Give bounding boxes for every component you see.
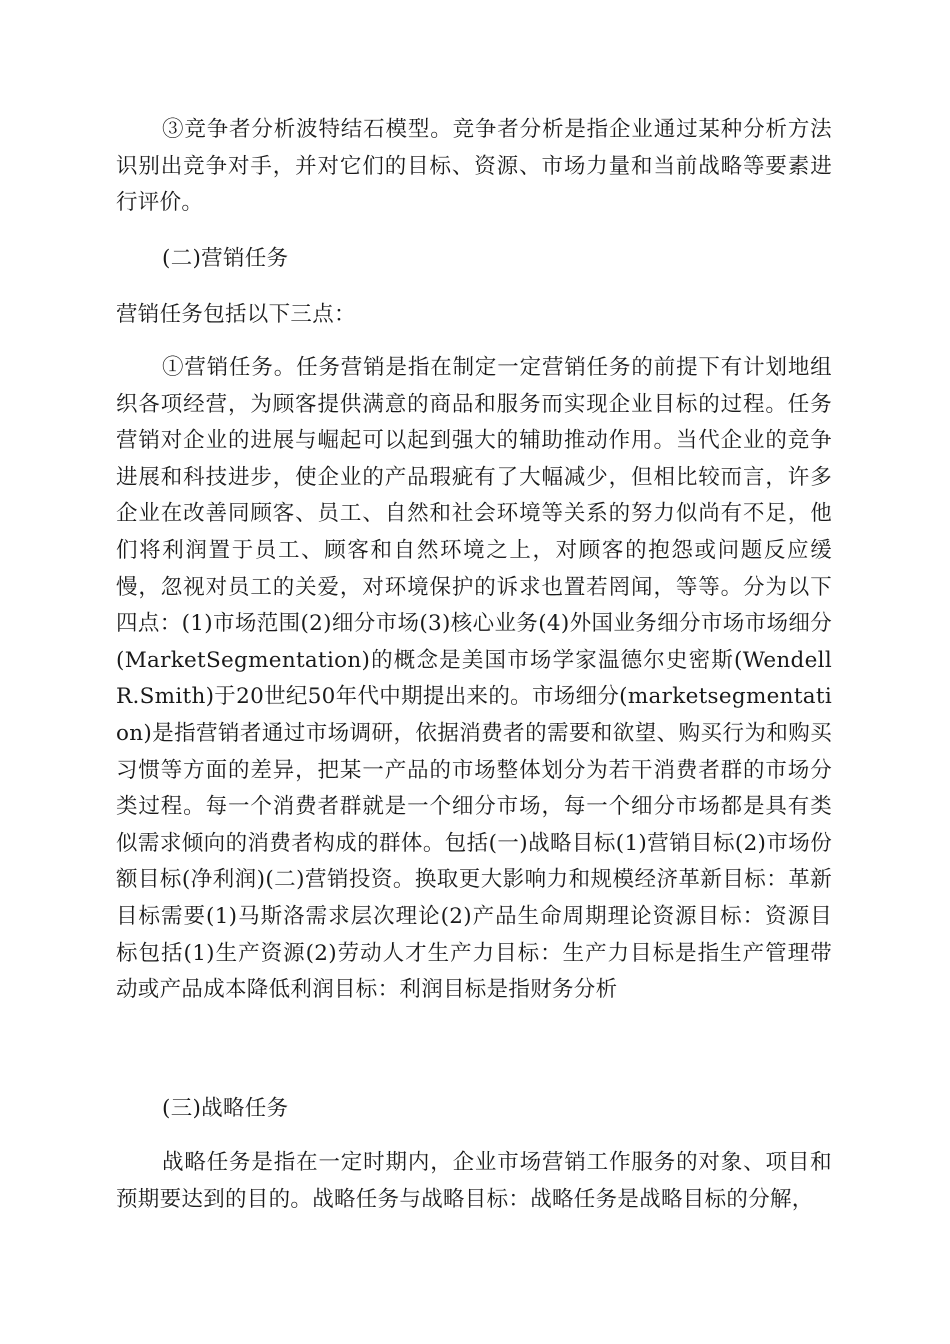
paragraph-competitor-analysis: ③竞争者分析波特结石模型。竞争者分析是指企业通过某种分析方法识别出竞争对手，并对它们的目标、资源、市场力量和当前战略等要素进行评价。 xyxy=(116,117,832,216)
section-heading-marketing-task: (二)营销任务 xyxy=(162,246,289,271)
paragraph-marketing-intro: 营销任务包括以下三点： xyxy=(116,302,356,327)
paragraph-marketing-task: ①营销任务。任务营销是指在制定一定营销任务的前提下有计划地组织各项经营，为顾客提供满意的商品和服务而实现企业目标的过程。任务营销对企业的进展与崛起可以起到强大的辅助推动作用。当代企业的竞争进展和科技进步，使企业的产品瑕疵有了大幅减少，但相比较而言，许多企业在改善同顾客、员工、自然和社会环境等关系的努力似尚有不足，他们将利润置于员工、顾客和自然环境之上，对顾客的抱怨或问题反应缓慢，忽视对员工的关爱，对环境保护的诉求也置若罔闻，等等。分为以下四点：(1)市场范围(2)细分市场(3)核心业务(4)外国业务细分市场市场细分(MarketSegmentation)的概念是美国市场学家温德尔史密斯(WendellR.Smith)于20世纪50年代中期提出来的。市场细分(marketsegmentation)是指营销者通过市场调研，依据消费者的需要和欲望、购买行为和购买习惯等方面的差异，把某一产品的市场整体划分为若干消费者群的市场分类过程。每一个消费者群就是一个细分市场，每一个细分市场都是具有类似需求倾向的消费者构成的群体。包括(一)战略目标(1)营销目标(2)市场份额目标(净利润)(二)营销投资。换取更大影响力和规模经济革新目标：革新目标需要(1)马斯洛需求层次理论(2)产品生命周期理论资源目标：资源目标包括(1)生产资源(2)劳动人才生产力目标：生产力目标是指生产管理带动或产品成本降低利润目标：利润目标是指财务分析 xyxy=(116,355,832,1003)
section-heading-strategy-task: (三)战略任务 xyxy=(162,1096,289,1121)
paragraph-strategy-task: 战略任务是指在一定时期内，企业市场营销工作服务的对象、项目和预期要达到的目的。战略任务与战略目标：战略任务是战略目标的分解， xyxy=(116,1150,832,1212)
